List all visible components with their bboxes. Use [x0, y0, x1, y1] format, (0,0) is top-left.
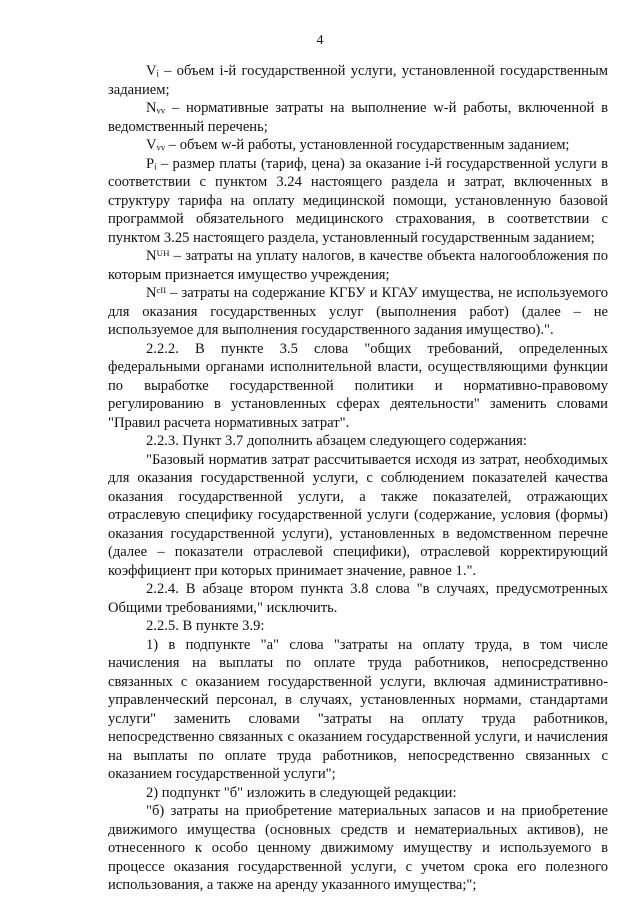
paragraph-subitem-b-text: "б) затраты на приобретение материальных запасов и на приобретение движимого имущества (основных средств и нематериальных активов), не отнесенного к особо ценному движимому имуществу и используемого в процессе оказания государственной услуги, с учетом срока его полезного использования, а также на аренду указанного имущества;";	[108, 803, 608, 893]
document-body	[108, 62, 608, 895]
paragraph-pi-definition: Pᵢ – размер платы (тариф, цена) за оказание i-й государственной услуги в соответствии с пунктом 3.24 настоящего раздела и затрат, включенных в структуру тарифа на оплату медицинской помощи, установленную базовой программой обязательного медицинского страхования, в соответствии с пунктом 3.25 настоящего раздела, установленный государственным заданием;	[108, 155, 608, 246]
paragraph-2-2-4: 2.2.4. В абзаце втором пункта 3.8 слова "в случаях, предусмотренных Общими требованиями," исключить.	[108, 581, 608, 616]
paragraph-2-2-2: 2.2.2. В пункте 3.5 слова "общих требований, определенных федеральными органами исполнительной власти, осуществляющими функции по выработке государственной политики и нормативно-правовому регулированию в установленных сферах деятельности" заменить словами "Правил расчета нормативных затрат".	[108, 340, 608, 431]
paragraph-subitem-2: 2) подпункт "б" изложить в следующей редакции:	[146, 784, 457, 801]
paragraph-nw-definition: Nᵥᵥ – нормативные затраты на выполнение w-й работы, включенной в ведомственный перечень;	[108, 100, 608, 135]
paragraph-base-norm-quote: "Базовый норматив затрат рассчитывается исходя из затрат, необходимых для оказания государственной услуги, с соблюдением показателей качества оказания государственной услуги, а также показателей, отражающих отраслевую специфику государственной услуги (содержание, условия (формы) оказания государственной услуги), установленных в ведомственном перечне (далее – показатели отраслевой специфики), отраслевой корректирующий коэффициент при которых принимает значение, равное 1.".	[108, 451, 608, 579]
paragraph-nun-definition: Nᵁᴴ – затраты на уплату налогов, в качестве объекта налогообложения по которым признается имущество учреждения;	[108, 248, 608, 283]
paragraph-subitem-1: 1) в подпункте "а" слова "затраты на оплату труда, в том числе начисления на выплаты по оплате труда работников, непосредственно связанных с оказанием государственной услуги, включая административно-управленческий персонал, в случаях, установленных нормами, стандартами услуги" заменить словами "затраты на оплату труда работников, непосредственно связанных с оказанием государственной услуги, и начисления на выплаты по оплате труда работников, непосредственно связанных с оказанием государственной услуги";	[108, 636, 608, 782]
paragraph-2-2-5: 2.2.5. В пункте 3.9:	[146, 618, 265, 634]
paragraph-vi-definition: Vᵢ – объем i-й государственной услуги, установленной государственным заданием;	[108, 63, 608, 98]
page-number: 4	[316, 33, 324, 48]
paragraph-vw-definition: Vᵥᵥ – объем w-й работы, установленной государственным заданием;	[146, 137, 570, 153]
paragraph-nsi-definition: Nᶜᴵᴵ – затраты на содержание КГБУ и КГАУ имущества, не используемого для оказания государственных услуг (выполнения работ) (далее – не используемое для выполнения государственного задания имущество).".	[108, 285, 608, 338]
paragraph-2-2-3: 2.2.3. Пункт 3.7 дополнить абзацем следующего содержания:	[146, 433, 527, 449]
